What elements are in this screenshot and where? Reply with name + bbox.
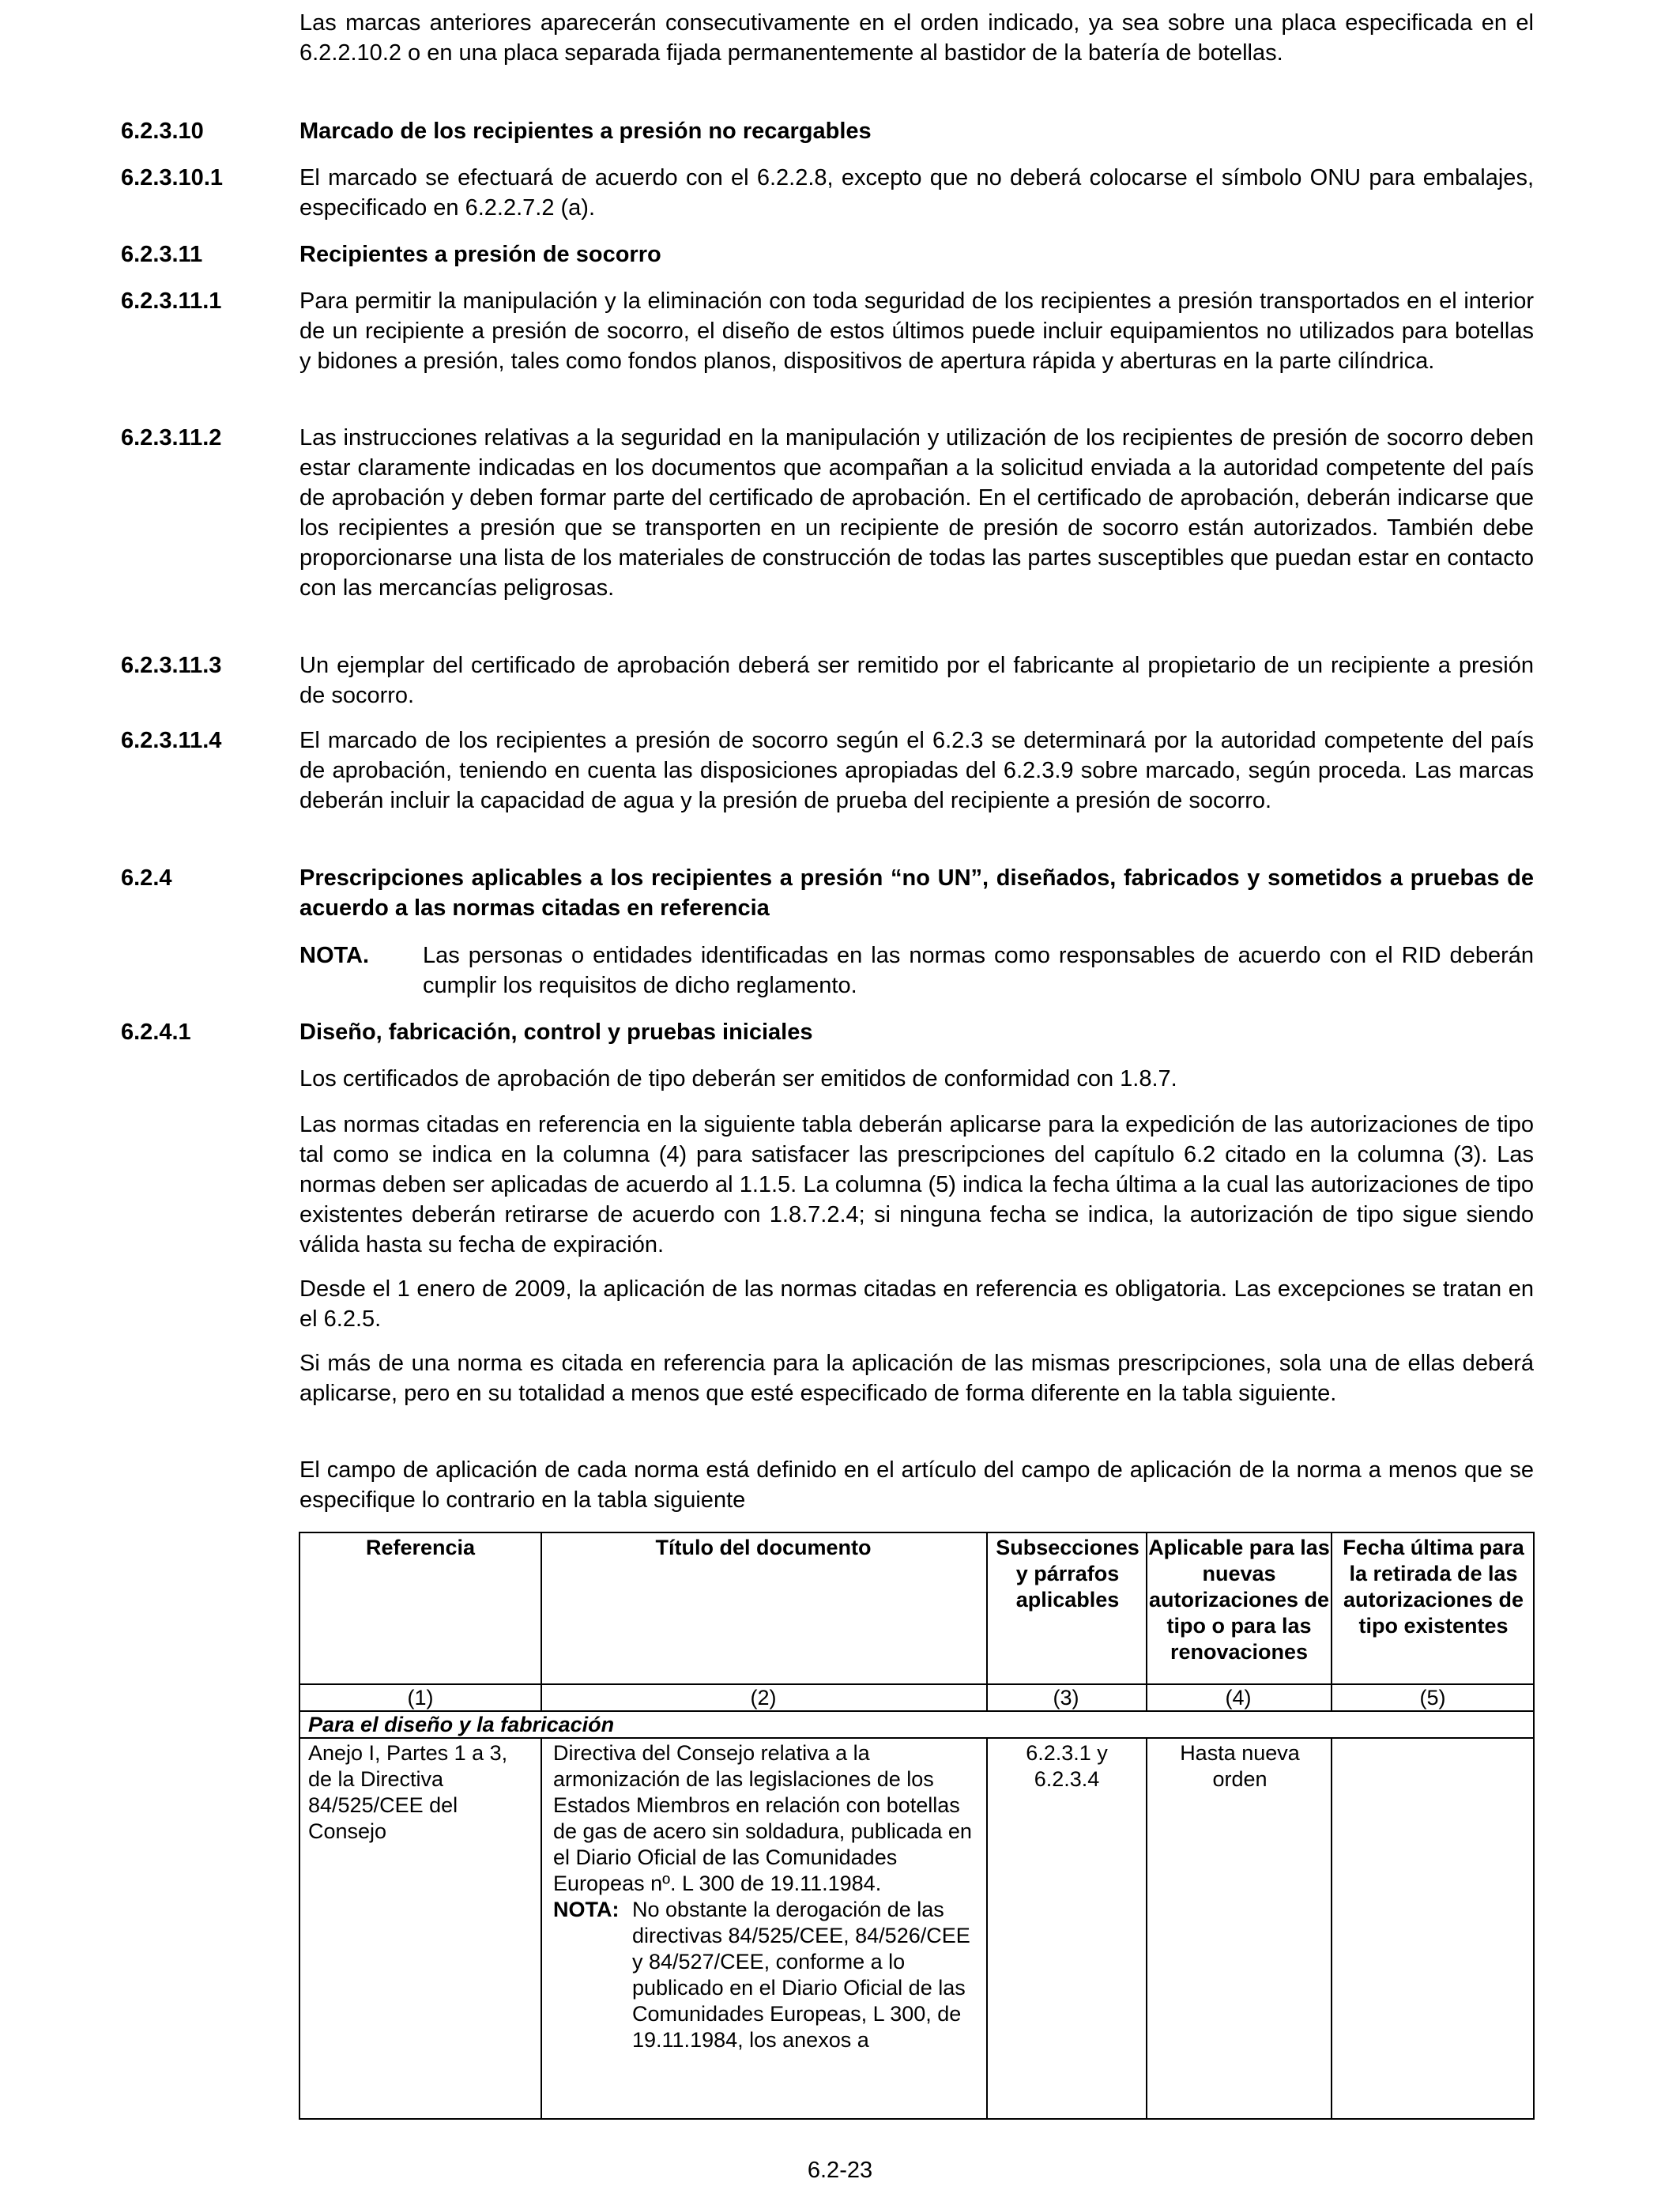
nota-block: [121, 941, 1534, 1001]
section-heading: Diseño, fabricación, control y pruebas iniciales: [299, 1020, 813, 1045]
section-6-2-3-11-4: [121, 726, 1534, 816]
col-number: (1): [407, 1686, 434, 1710]
col-number: (3): [1053, 1686, 1079, 1710]
section-6-2-3-11: [121, 239, 1534, 270]
table-section-label: Para el diseño y la fabricación: [308, 1713, 615, 1736]
standards-table: [299, 1532, 1535, 2120]
paragraph-2: Las normas citadas en referencia en la siguiente tabla deberán aplicarse para la expedición de las autorizaciones de tipo tal como se indica en la columna (4) para satisfacer las prescripciones del capítulo 6.2 citado en la columna (3). Las normas deben ser aplicadas de acuerdo al 1.1.5. La columna (5) indica la fecha última a la cual las autorizaciones de tipo existentes deberán retirarse de acuerdo con 1.8.7.2.4; si ninguna fecha se indica, la autorización de tipo sigue siendo válida hasta su fecha de expiración.: [299, 1112, 1534, 1257]
section-number: 6.2.3.11.3: [121, 653, 222, 678]
section-number: 6.2.4.1: [121, 1020, 191, 1045]
section-text: Un ejemplar del certificado de aprobación deberá ser remitido por el fabricante al propietario de un recipiente a presión de socorro.: [299, 653, 1534, 708]
header-titulo: Título del documento: [655, 1536, 872, 1559]
section-number: 6.2.3.11.1: [121, 288, 222, 314]
section-6-2-3-11-1: [121, 286, 1534, 376]
col-divider: [1331, 1737, 1332, 2118]
paragraph-3: Desde el 1 enero de 2009, la aplicación de las normas citadas en referencia es obligatoria. Las excepciones se tratan en el 6.2.5.: [299, 1276, 1534, 1332]
row-title: [553, 1740, 980, 2053]
col-divider: [541, 1737, 542, 2118]
section-heading: Recipientes a presión de socorro: [299, 242, 661, 267]
section-6-2-3-10: [121, 116, 1534, 146]
section-number: 6.2.3.10.1: [121, 165, 223, 190]
intro-text: Las marcas anteriores aparecerán consecutivamente en el orden indicado, ya sea sobre una placa especificada en el 6.2.2.10.2 o en una placa separada fijada permanentemente al bastidor de la batería de botellas.: [299, 10, 1534, 66]
nota-label: NOTA.: [299, 943, 370, 968]
row-nota: [553, 1897, 980, 2053]
section-text: El marcado de los recipientes a presión de socorro según el 6.2.3 se determinará por la autoridad competente del país de aprobación, teniendo en cuenta las disposiciones apropiadas del 6.2.3.9 sobre marcado, según proceda. Las marcas deberán incluir la capacidad de agua y la presión de prueba del recipiente a presión de socorro.: [299, 728, 1534, 813]
page-number: 6.2-23: [807, 2158, 873, 2183]
row-reference: Anejo I, Partes 1 a 3, de la Directiva 84/525/CEE del Consejo: [308, 1741, 508, 1843]
nota-text: Las personas o entidades identificadas en las normas como responsables de acuerdo con el RID deberán cumplir los requisitos de dicho reglamento.: [423, 943, 1534, 998]
section-6-2-3-10-1: [121, 163, 1534, 223]
col-number: (2): [750, 1686, 777, 1710]
section-6-2-4: [121, 863, 1534, 923]
section-6-2-3-11-2: [121, 423, 1534, 603]
header-fecha: Fecha última para la retirada de las autorizaciones de tipo existentes: [1343, 1536, 1524, 1638]
section-6-2-3-11-3: [121, 650, 1534, 711]
col-divider: [1146, 1737, 1147, 2118]
row-subsections: 6.2.3.1 y 6.2.3.4: [1026, 1741, 1108, 1791]
col-divider: [986, 1737, 988, 2118]
row-applicable: Hasta nueva orden: [1180, 1741, 1300, 1791]
col-number: (4): [1225, 1686, 1252, 1710]
section-number: 6.2.3.11.4: [121, 728, 222, 753]
header-subsecciones: Subsecciones y párrafos aplicables: [996, 1536, 1139, 1612]
paragraph-1: Los certificados de aprobación de tipo deberán ser emitidos de conformidad con 1.8.7.: [299, 1066, 1177, 1091]
section-heading: Prescripciones aplicables a los recipientes a presión “no UN”, diseñados, fabricados y sometidos a pruebas de acuerdo a las normas citadas en referencia: [299, 865, 1534, 921]
paragraph-5: El campo de aplicación de cada norma está definido en el artículo del campo de aplicación de la norma a menos que se especifique lo contrario en la tabla siguiente: [299, 1457, 1534, 1513]
section-text: Para permitir la manipulación y la eliminación con toda seguridad de los recipientes a presión transportados en el interior de un recipiente a presión de socorro, el diseño de estos últimos puede incluir equipamientos no utilizados para botellas y bidones a presión, tales como fondos planos, dispositivos de apertura rápida y aberturas en la parte cilíndrica.: [299, 288, 1534, 374]
col-number: (5): [1419, 1686, 1446, 1710]
section-text: Las instrucciones relativas a la seguridad en la manipulación y utilización de los recipientes de presión de socorro deben estar claramente indicadas en los documentos que acompañan a la solicitud enviada a la autoridad competente del país de aprobación y deben formar parte del certificado de aprobación. En el certificado de aprobación, deberán indicarse que los recipientes a presión que se transporten en un recipiente de presión de socorro están autorizados. También debe proporcionarse una lista de los materiales de construcción de todas las partes susceptibles que puedan estar en contacto con las mercancías peligrosas.: [299, 425, 1534, 601]
row-nota-text: No obstante la derogación de las directivas 84/525/CEE, 84/526/CEE y 84/527/CEE, conforme a lo publicado en el Diario Oficial de las Comunidades Europeas, L 300, de 19.11.1984, los anexos a: [632, 1898, 970, 2052]
header-aplicable: Aplicable para las nuevas autorizaciones de tipo o para las renovaciones: [1148, 1536, 1330, 1664]
section-text: El marcado se efectuará de acuerdo con el 6.2.2.8, excepto que no deberá colocarse el símbolo ONU para embalajes, especificado en 6.2.2.7.2 (a).: [299, 165, 1534, 221]
section-number: 6.2.3.10: [121, 119, 204, 144]
section-number: 6.2.3.11.2: [121, 425, 222, 450]
section-number: 6.2.3.11: [121, 242, 203, 267]
section-number: 6.2.4: [121, 865, 172, 891]
header-referencia: Referencia: [365, 1536, 476, 1559]
section-6-2-4-1: [121, 1017, 1534, 1047]
row-nota-label: NOTA:: [553, 1898, 620, 1921]
intro-paragraph: [121, 8, 1534, 68]
section-heading: Marcado de los recipientes a presión no recargables: [299, 119, 872, 144]
paragraph-4: Si más de una norma es citada en referencia para la aplicación de las mismas prescripciones, sola una de ellas deberá aplicarse, pero en su totalidad a menos que esté especificado de forma diferente en la tabla siguiente.: [299, 1351, 1534, 1406]
row-title-text: Directiva del Consejo relativa a la armonización de las legislaciones de los Estados Miembros en relación con botellas de gas de acero sin soldadura, publicada en el Diario Oficial de las Comunidades Europeas nº. L 300 de 19.11.1984.: [553, 1741, 972, 1895]
